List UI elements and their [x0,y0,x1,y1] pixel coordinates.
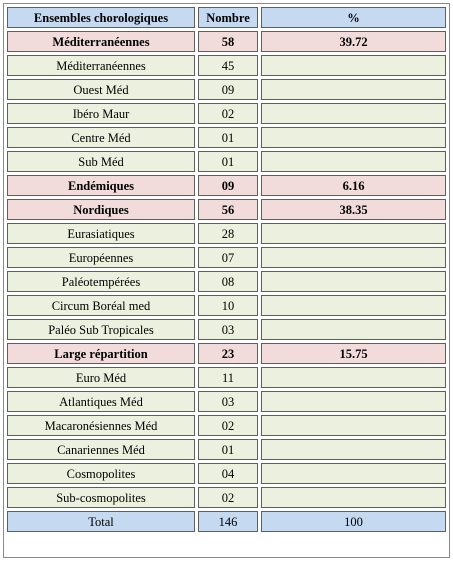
cell-count: 58 [198,31,258,52]
group-row [7,199,446,220]
table-row [7,103,446,124]
header-nombre: Nombre [198,7,258,28]
cell-name: Sub-cosmopolites [7,487,195,508]
chorological-table [3,3,450,558]
cell-percent [261,367,446,388]
group-row [7,343,446,364]
table-row [7,415,446,436]
cell-count: 03 [198,391,258,412]
cell-count: 09 [198,175,258,196]
cell-percent [261,151,446,172]
cell-percent: 6.16 [261,175,446,196]
table-row [7,295,446,316]
cell-percent [261,391,446,412]
cell-percent [261,487,446,508]
cell-count: 02 [198,103,258,124]
cell-count: 28 [198,223,258,244]
cell-count: 03 [198,319,258,340]
table-row [7,79,446,100]
cell-name: Paléo Sub Tropicales [7,319,195,340]
cell-count: 08 [198,271,258,292]
cell-count: 10 [198,295,258,316]
cell-count: 07 [198,247,258,268]
cell-name: Européennes [7,247,195,268]
table-row [7,223,446,244]
cell-name: Canariennes Méd [7,439,195,460]
header-row [7,7,446,28]
data-table [4,4,449,535]
cell-count: 45 [198,55,258,76]
cell-percent: 15.75 [261,343,446,364]
cell-count: 23 [198,343,258,364]
cell-percent [261,295,446,316]
cell-count: 02 [198,415,258,436]
cell-percent [261,79,446,100]
cell-percent: 39.72 [261,31,446,52]
cell-percent [261,223,446,244]
total-count: 146 [198,511,258,532]
cell-name: Sub Méd [7,151,195,172]
cell-name: Méditerranéennes [7,55,195,76]
table-row [7,391,446,412]
cell-percent [261,415,446,436]
cell-name: Cosmopolites [7,463,195,484]
cell-percent [261,103,446,124]
cell-count: 11 [198,367,258,388]
cell-count: 04 [198,463,258,484]
table-row [7,127,446,148]
table-body [7,31,446,508]
total-row [7,511,446,532]
cell-count: 01 [198,151,258,172]
header-percent: % [261,7,446,28]
table-row [7,367,446,388]
cell-name: Ibéro Maur [7,103,195,124]
cell-name: Endémiques [7,175,195,196]
cell-percent [261,319,446,340]
cell-percent [261,247,446,268]
cell-count: 56 [198,199,258,220]
cell-name: Large répartition [7,343,195,364]
cell-count: 09 [198,79,258,100]
cell-count: 01 [198,127,258,148]
cell-percent [261,55,446,76]
cell-percent [261,463,446,484]
cell-count: 01 [198,439,258,460]
cell-name: Atlantiques Méd [7,391,195,412]
cell-percent: 38.35 [261,199,446,220]
header-ensembles: Ensembles chorologiques [7,7,195,28]
cell-name: Eurasiatiques [7,223,195,244]
table-row [7,439,446,460]
table-row [7,319,446,340]
cell-percent [261,127,446,148]
cell-name: Euro Méd [7,367,195,388]
table-row [7,487,446,508]
table-row [7,55,446,76]
cell-name: Nordiques [7,199,195,220]
total-label: Total [7,511,195,532]
cell-name: Centre Méd [7,127,195,148]
cell-count: 02 [198,487,258,508]
cell-percent [261,271,446,292]
cell-name: Ouest Méd [7,79,195,100]
table-row [7,247,446,268]
table-row [7,151,446,172]
cell-percent [261,439,446,460]
group-row [7,175,446,196]
cell-name: Paléotempérées [7,271,195,292]
table-row [7,463,446,484]
cell-name: Méditerranéennes [7,31,195,52]
table-row [7,271,446,292]
cell-name: Circum Boréal med [7,295,195,316]
cell-name: Macaronésiennes Méd [7,415,195,436]
total-percent: 100 [261,511,446,532]
group-row [7,31,446,52]
